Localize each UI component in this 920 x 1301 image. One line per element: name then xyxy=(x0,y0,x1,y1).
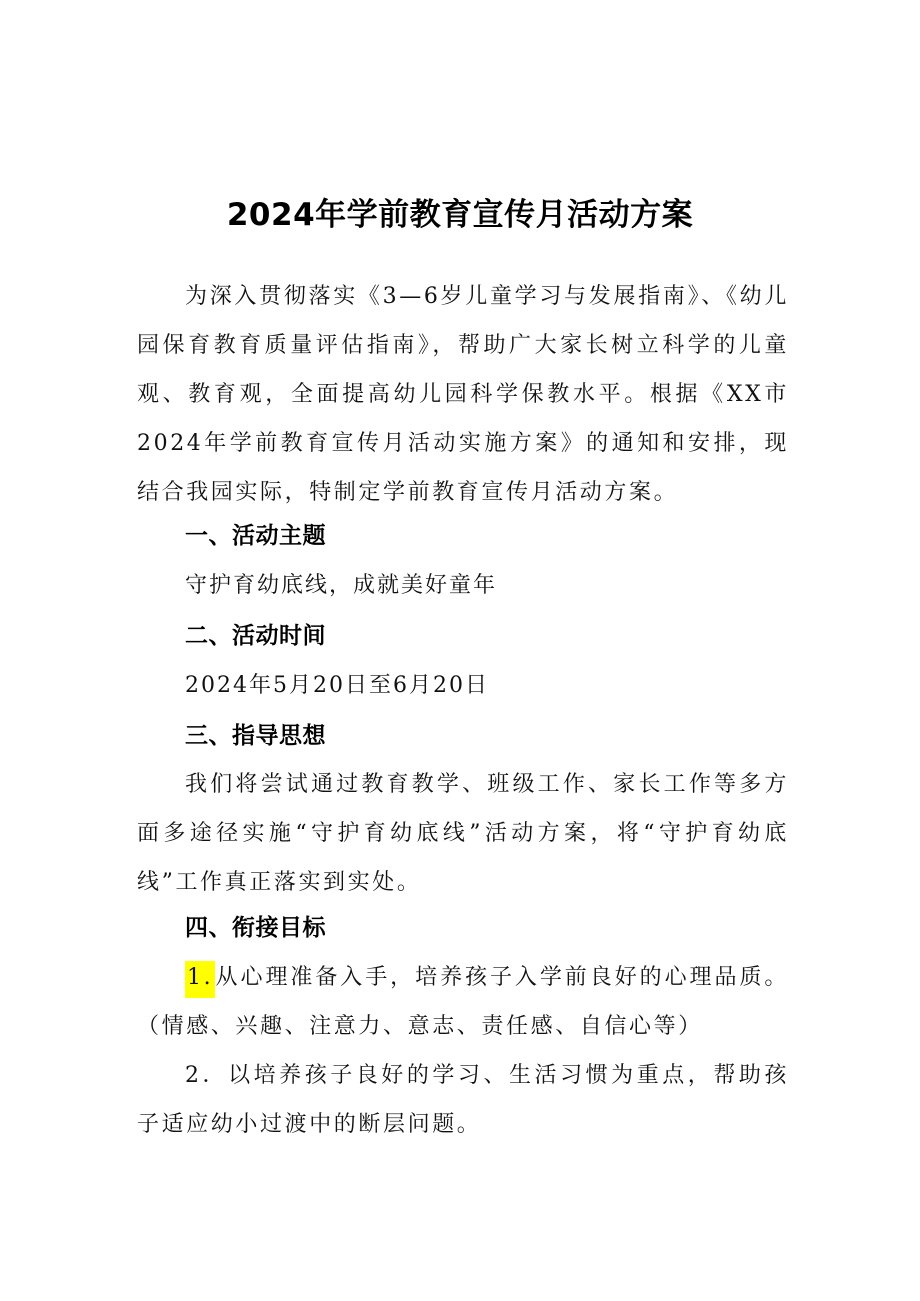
intro-paragraph: 为深入贯彻落实《3—6岁儿童学习与发展指南》、《幼儿园保育教育质量评估指南》，帮助广大家长树立科学的儿童观、教育观，全面提高幼儿园科学保教水平。根据《XX市2024年学前教育宣传月活动实施方案》的通知和安排，现结合我园实际，特制定学前教育宣传月活动方案。 xyxy=(137,284,789,505)
goal-number: 2． xyxy=(185,1063,229,1088)
section-heading-goals: 四、衔接目标 xyxy=(185,915,326,941)
section-heading-theme: 一、活动主题 xyxy=(185,523,326,549)
section-body-time: 2024年5月20日至6月20日 xyxy=(185,673,489,698)
section-body-guiding-idea: 我们将尝试通过教育教学、班级工作、家长工作等多方面多途径实施“守护育幼底线”活动方案，将“守护育幼底线”工作真正落实到实处。 xyxy=(137,772,789,895)
section-heading-time: 二、活动时间 xyxy=(185,623,326,649)
goal-item-1 xyxy=(137,953,789,1051)
document-title: 2024年学前教育宣传月活动方案 xyxy=(226,196,694,233)
section-body-theme: 守护育幼底线，成就美好童年 xyxy=(185,573,498,598)
section-heading-guiding-idea: 三、指导思想 xyxy=(185,723,326,749)
goal-text: 从心理准备入手，培养孩子入学前良好的心理品质。（情感、兴趣、注意力、意志、责任感、自信心等） xyxy=(137,965,789,1039)
goal-item-2 xyxy=(137,1051,789,1149)
goal-number-highlight: 1. xyxy=(185,961,215,998)
goal-text: 以培养孩子良好的学习、生活习惯为重点，帮助孩子适应幼小过渡中的断层问题。 xyxy=(137,1063,789,1137)
